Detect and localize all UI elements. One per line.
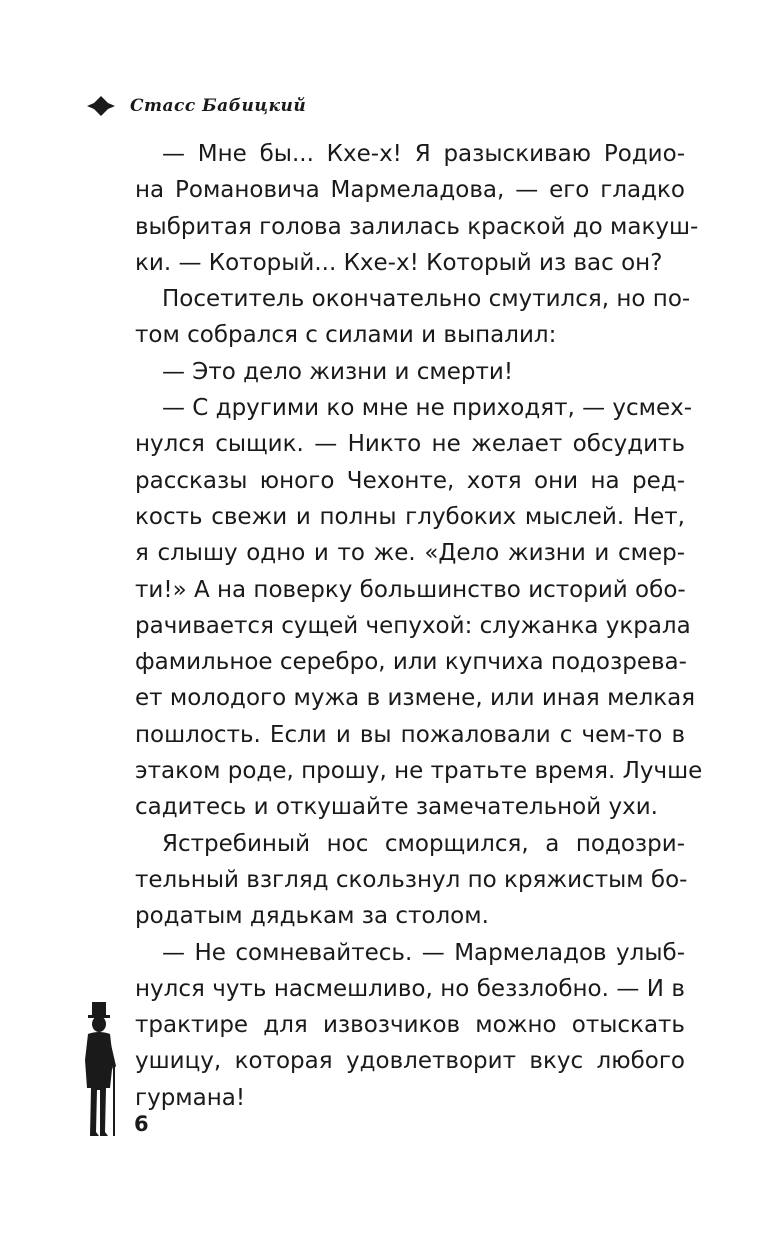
text-line: — Мне бы... Кхе-х! Я разыскиваю Родио- — [162, 141, 685, 167]
text-line: рассказы юного Чехонте, хотя они на ред- — [135, 467, 685, 494]
text-line: ки. — Который... Кхе-х! Который из вас он? — [135, 249, 663, 276]
text-line: том собрался с силами и выпалил: — [135, 322, 557, 349]
text-line: нулся чуть насмешливо, но беззлобно. — И в — [135, 975, 685, 1002]
text-line: ти!» А на поверку большинство историй обо- — [135, 576, 686, 603]
text-line: Посетитель окончательно смутился, но по- — [162, 286, 691, 313]
gentleman-silhouette-icon — [80, 1000, 120, 1140]
text-line: пошлость. Если и вы пожаловали с чем-то в — [135, 721, 685, 748]
text-line: нулся сыщик. — Никто не желает обсудить — [135, 431, 685, 458]
diamond-ornament-icon — [86, 95, 116, 117]
author-name: Стасс Бабицкий — [130, 96, 307, 116]
text-line: ет молодого мужа в измене, или иная мелкая — [135, 685, 696, 712]
text-line: гурмана! — [135, 1084, 246, 1111]
body-text — [135, 136, 703, 1116]
text-line: Ястребиный нос сморщился, а подозри- — [162, 830, 685, 857]
text-line: садитесь и откушайте замечательной ухи. — [135, 794, 658, 821]
text-line: этаком роде, прошу, не тратьте время. Лучше — [135, 758, 703, 785]
text-line: фамильное серебро, или купчиха подозрева- — [135, 649, 687, 676]
text-line: тельный взгляд скользнул по кряжистым бо- — [135, 866, 688, 893]
text-line: трактире для извозчиков можно отыскать — [135, 1012, 685, 1039]
text-line: на Романовича Мармеладова, — его гладко — [135, 177, 685, 204]
page-number: 6 — [134, 1112, 149, 1136]
text-line: — С другими ко мне не приходят, — усмех- — [162, 395, 693, 422]
text-line: кость свежи и полны глубоких мыслей. Нет, — [135, 503, 685, 530]
running-header — [86, 88, 306, 124]
text-line: ушицу, которая удовлетворит вкус любого — [135, 1048, 685, 1075]
text-line: родатым дядькам за столом. — [135, 903, 489, 930]
text-line: — Не сомневайтесь. — Мармеладов улыб- — [162, 939, 685, 966]
text-line: выбритая голова залилась краской до макуш- — [135, 213, 699, 240]
text-line: я слышу одно и то же. «Дело жизни и смер- — [135, 540, 685, 567]
text-line: рачивается сущей чепухой: служанка украла — [135, 612, 691, 639]
text-line: — Это дело жизни и смерти! — [162, 358, 514, 385]
